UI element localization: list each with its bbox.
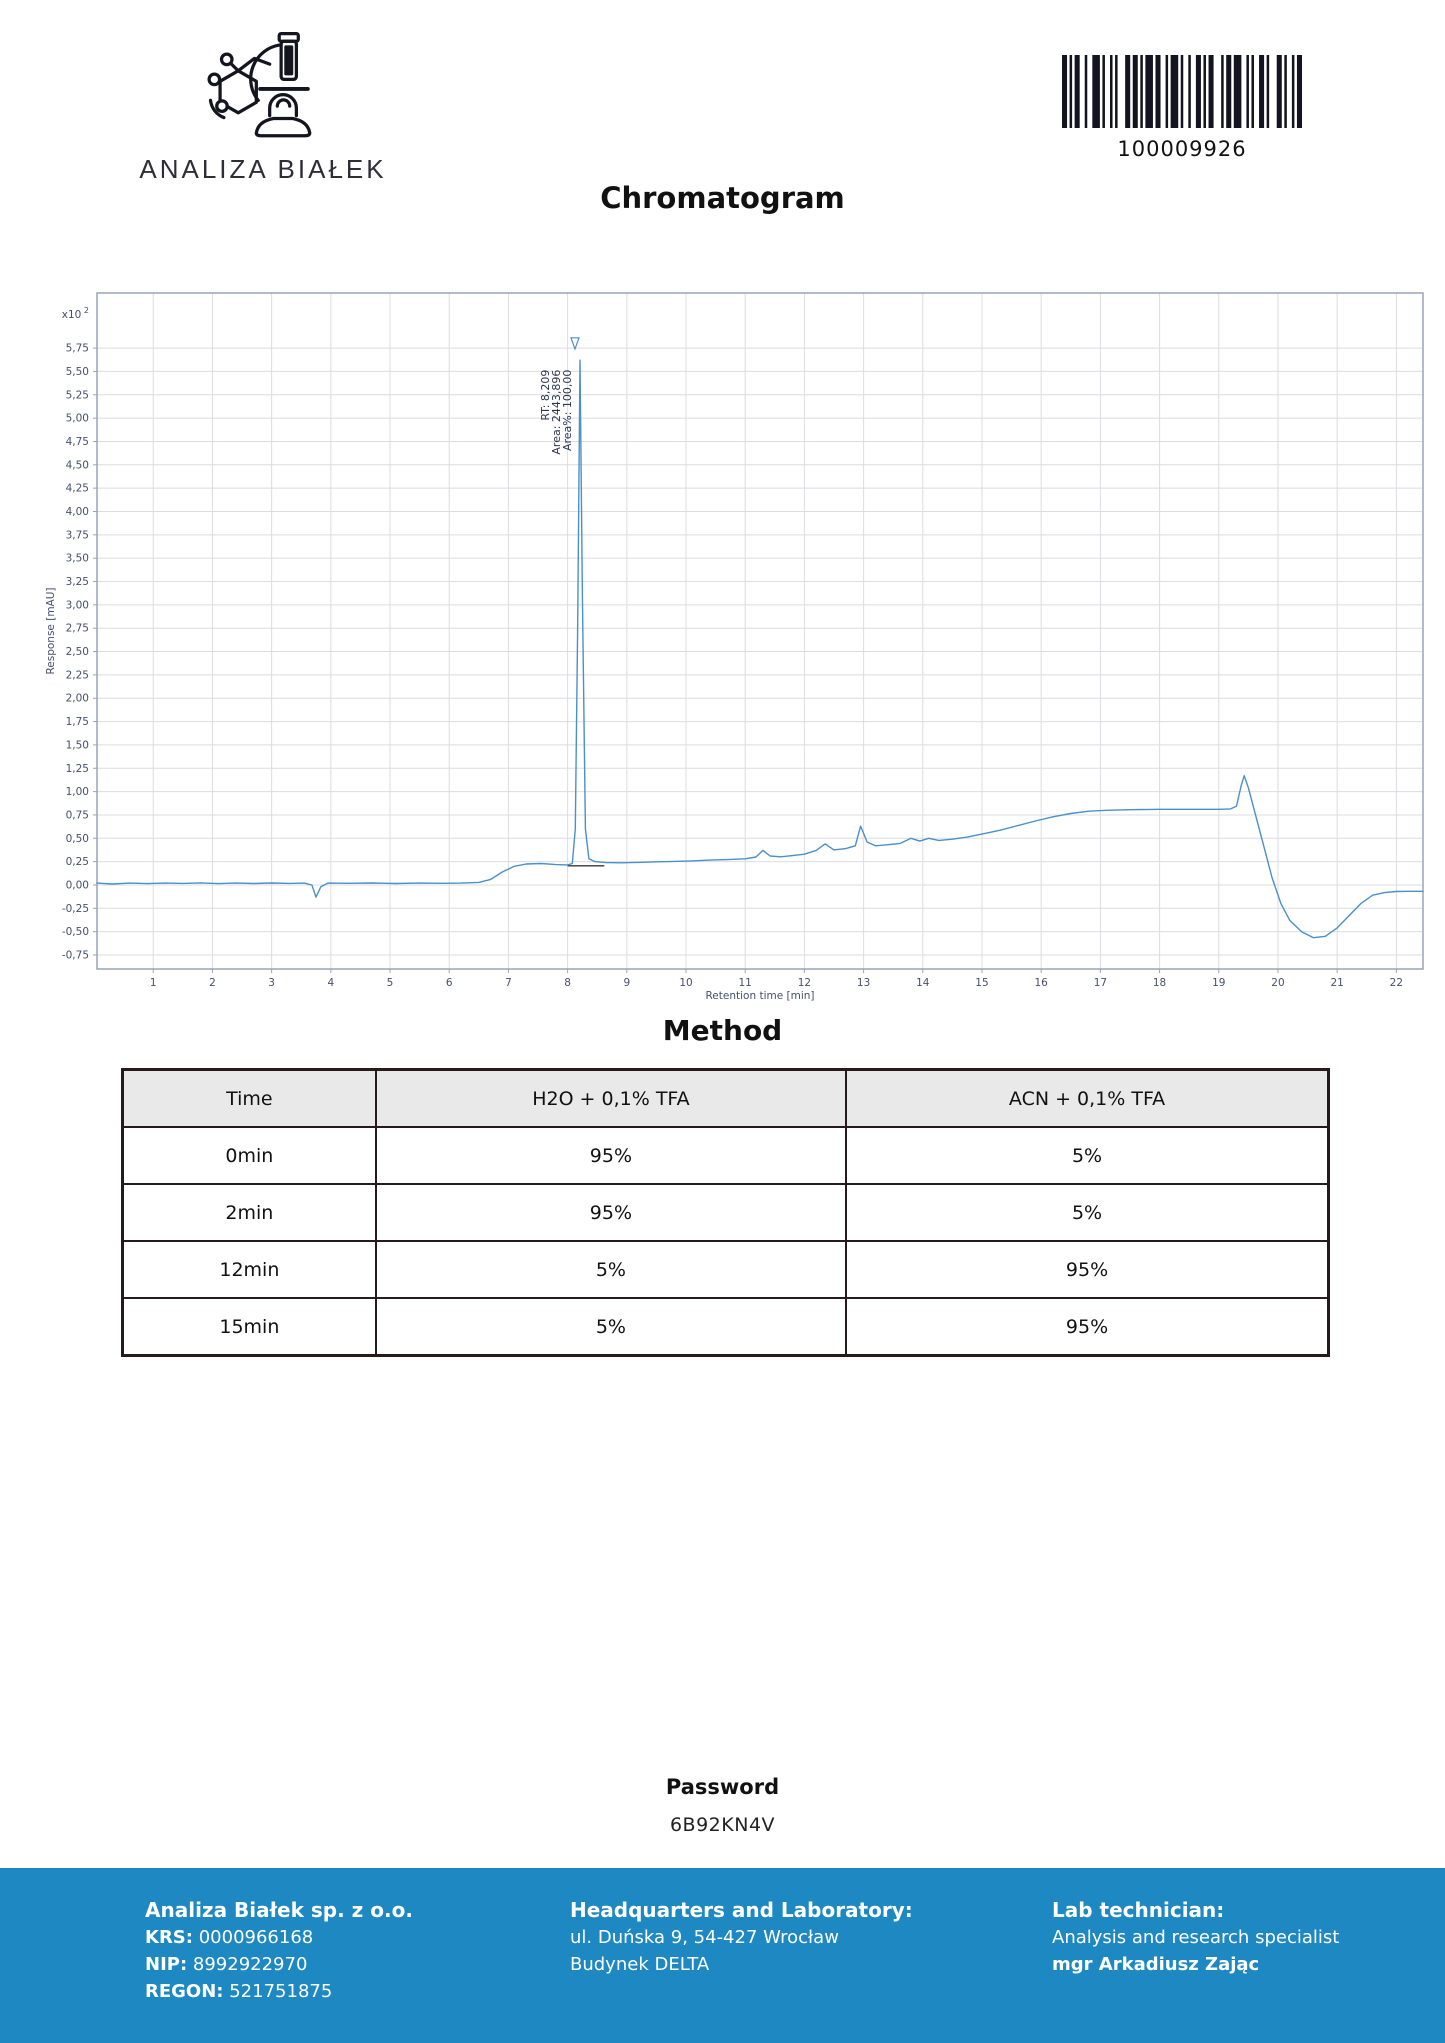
footer-krs: KRS: 0000966168 xyxy=(145,1927,314,1948)
x-tick-label: 10 xyxy=(679,977,693,989)
x-tick-label: 12 xyxy=(797,977,812,989)
footer-regon: REGON: 521751875 xyxy=(145,1981,333,2002)
table-cell: 0min xyxy=(123,1127,376,1184)
y-tick-label: -0,50 xyxy=(61,926,89,939)
table-header-row xyxy=(123,1070,1329,1128)
y-tick-label: 1,00 xyxy=(65,786,89,799)
method-table xyxy=(121,1068,1330,1357)
y-tick-label: 4,50 xyxy=(65,459,89,472)
x-tick-label: 7 xyxy=(505,977,512,989)
footer-tech-name: mgr Arkadiusz Zając xyxy=(1052,1954,1260,1975)
footer-company xyxy=(145,1896,413,2005)
y-tick-label: 2,25 xyxy=(65,669,89,682)
footer xyxy=(0,1868,1445,2043)
x-tick-label: 9 xyxy=(623,977,631,989)
table-cell: 5% xyxy=(846,1127,1328,1184)
x-tick-label: 1 xyxy=(149,977,157,989)
peak-annotation-line: RT: 8,209 xyxy=(538,369,552,421)
footer-nip: NIP: 8992922970 xyxy=(145,1954,308,1975)
chromatogram-plot xyxy=(30,283,1435,1008)
y-tick-label: 5,25 xyxy=(65,389,89,402)
y-tick-label: 4,25 xyxy=(65,482,89,495)
logo-block xyxy=(138,26,388,185)
table-cell: 95% xyxy=(846,1241,1328,1298)
table-row xyxy=(123,1241,1329,1298)
x-tick-label: 21 xyxy=(1330,977,1344,989)
table-cell: 5% xyxy=(376,1241,846,1298)
x-tick-label: 22 xyxy=(1389,977,1404,989)
table-row xyxy=(123,1127,1329,1184)
barcode-block xyxy=(1060,55,1304,161)
y-tick-label: 3,50 xyxy=(65,552,89,565)
x-tick-label: 2 xyxy=(209,977,216,989)
x-tick-label: 8 xyxy=(564,977,571,989)
table-header-cell: Time xyxy=(123,1070,376,1128)
table-cell: 5% xyxy=(846,1184,1328,1241)
logo-text: ANALIZA BIAŁEK xyxy=(139,154,387,184)
y-tick-label: 3,75 xyxy=(65,529,89,542)
y-tick-label: 2,00 xyxy=(65,692,89,705)
x-tick-label: 13 xyxy=(856,977,871,989)
y-tick-label: 0,00 xyxy=(65,879,89,892)
chromatogram-title: Chromatogram xyxy=(600,181,845,215)
password-value: 6B92KN4V xyxy=(669,1814,776,1836)
y-tick-label: 4,00 xyxy=(65,505,89,518)
chromatogram-chart xyxy=(30,283,1435,1008)
y-tick-label: 4,75 xyxy=(65,435,89,448)
table-cell: 15min xyxy=(123,1298,376,1356)
table-cell: 95% xyxy=(846,1298,1328,1356)
y-tick-label: 3,00 xyxy=(65,599,89,612)
footer-hq-building: Budynek DELTA xyxy=(570,1954,710,1975)
x-tick-label: 5 xyxy=(386,977,394,989)
x-tick-label: 15 xyxy=(975,977,989,989)
table-header-cell: ACN + 0,1% TFA xyxy=(846,1070,1328,1128)
footer-company-name: Analiza Białek sp. z o.o. xyxy=(145,1898,413,1922)
y-tick-label: 5,50 xyxy=(65,365,89,378)
table-header-cell: H2O + 0,1% TFA xyxy=(376,1070,846,1128)
table-cell: 95% xyxy=(376,1127,846,1184)
y-tick-label: -0,25 xyxy=(61,902,89,915)
x-tick-label: 6 xyxy=(445,977,453,989)
footer-hq-title: Headquarters and Laboratory: xyxy=(570,1898,913,1922)
x-tick-label: 3 xyxy=(268,977,275,989)
x-tick-label: 4 xyxy=(327,977,335,989)
y-tick-label: 1,25 xyxy=(65,762,89,775)
password-block xyxy=(0,1775,1445,1836)
footer-tech-title: Lab technician: xyxy=(1052,1898,1225,1922)
footer-tech-role: Analysis and research specialist xyxy=(1052,1927,1340,1948)
footer-hq-address: ul. Duńska 9, 54-427 Wrocław xyxy=(570,1927,839,1948)
y-tick-label: 5,00 xyxy=(65,412,89,425)
y-axis-multiplier: x10 $^2$ xyxy=(61,306,89,322)
microscope-molecule-icon xyxy=(201,26,325,150)
x-tick-label: 11 xyxy=(738,977,752,989)
peak-annotation-line: Area: 2443,896 xyxy=(549,369,563,455)
x-tick-label: 18 xyxy=(1152,977,1167,989)
y-tick-label: 3,25 xyxy=(65,576,89,589)
y-tick-label: 0,50 xyxy=(65,832,89,845)
y-tick-label: 5,75 xyxy=(65,342,89,355)
table-row xyxy=(123,1184,1329,1241)
table-cell: 5% xyxy=(376,1298,846,1356)
table-cell: 2min xyxy=(123,1184,376,1241)
y-tick-label: 1,75 xyxy=(65,716,89,729)
chromatogram-trace xyxy=(97,360,1423,938)
y-tick-label: 1,50 xyxy=(65,739,89,752)
x-tick-label: 14 xyxy=(916,977,930,989)
footer-technician xyxy=(1052,1896,1339,1978)
x-tick-label: 17 xyxy=(1093,977,1108,989)
x-tick-label: 19 xyxy=(1212,977,1226,989)
y-tick-label: 0,75 xyxy=(65,809,89,822)
peak-annotation-line: Area%: 100,00 xyxy=(560,369,574,452)
x-tick-label: 20 xyxy=(1271,977,1285,989)
barcode-image xyxy=(1062,55,1302,128)
y-tick-label: 0,25 xyxy=(65,856,89,869)
x-tick-label: 16 xyxy=(1034,977,1048,989)
y-axis-label: Response [mAU] xyxy=(45,587,57,675)
table-cell: 12min xyxy=(123,1241,376,1298)
table-cell: 95% xyxy=(376,1184,846,1241)
peak-marker-triangle xyxy=(571,338,579,349)
y-tick-label: 2,75 xyxy=(65,622,89,635)
footer-hq xyxy=(570,1896,913,1978)
password-label: Password xyxy=(665,1775,780,1799)
x-axis-label: Retention time [min] xyxy=(705,990,815,1002)
y-tick-label: -0,75 xyxy=(61,949,89,962)
y-tick-label: 2,50 xyxy=(65,646,89,659)
table-row xyxy=(123,1298,1329,1356)
method-title: Method xyxy=(662,1014,783,1047)
barcode-number: 100009926 xyxy=(1117,137,1247,161)
